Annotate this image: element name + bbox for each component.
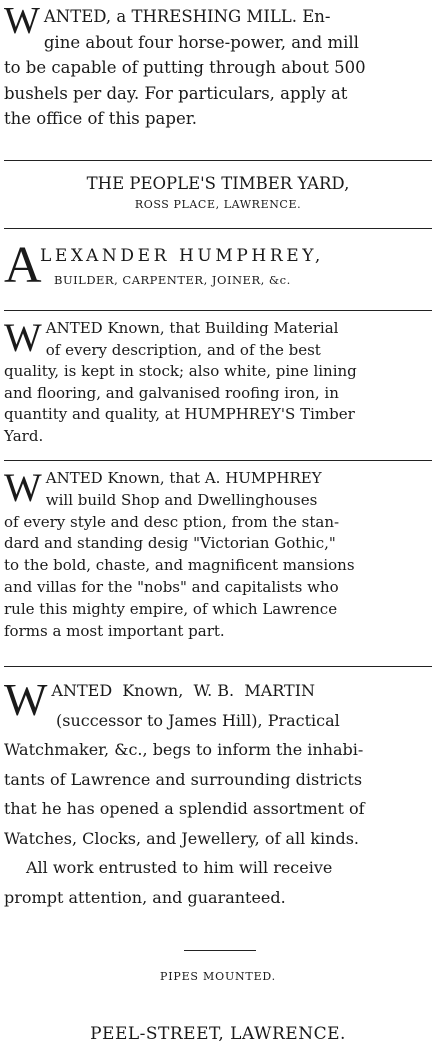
ad-line: the office of this paper. xyxy=(4,109,198,128)
short-divider xyxy=(184,950,256,951)
peel-street-address: PEEL-STREET, LAWRENCE. xyxy=(90,1024,346,1044)
timber-yard-title: THE PEOPLE'S TIMBER YARD, xyxy=(86,174,350,193)
ad-line: bushels per day. For particulars, apply at xyxy=(4,83,348,103)
divider xyxy=(4,310,432,311)
ad-line: quality, is kept in stock; also white, pine lining xyxy=(4,362,357,380)
timber-yard-heading xyxy=(4,172,432,214)
ad-line: gine about four horse-power, and mill xyxy=(43,32,359,52)
divider xyxy=(4,666,432,667)
drop-cap: W xyxy=(4,465,42,510)
ad-line: ANTED, a THRESHING MILL. En- xyxy=(43,7,331,26)
ad-line: dard and standing desig "Victorian Gothic," xyxy=(4,534,336,553)
ad-build-shops xyxy=(4,465,432,642)
humphrey-trades: BUILDER, CARPENTER, JOINER, &c. xyxy=(54,273,291,287)
ad-threshing-mill xyxy=(4,0,432,132)
divider xyxy=(4,228,432,229)
humphrey-header xyxy=(4,238,432,300)
pipes-mounted: PIPES MOUNTED. xyxy=(160,970,276,983)
ad-line: Yard. xyxy=(4,426,44,445)
ad-martin-watchmaker xyxy=(4,676,432,912)
ad-line: Watches, Clocks, and Jewellery, of all kinds. xyxy=(4,828,359,848)
ad-line: will build Shop and Dwellinghouses xyxy=(45,490,318,509)
ad-line: to the bold, chaste, and magnificent mansions xyxy=(4,556,355,575)
humphrey-name: LEXANDER HUMPHREY, xyxy=(40,246,324,266)
ad-line: quantity and quality, at HUMPHREY'S Timber xyxy=(4,405,355,423)
ad-line: of every description, and of the best xyxy=(45,340,321,359)
ad-line: prompt attention, and guaranteed. xyxy=(4,887,286,907)
divider xyxy=(4,160,432,161)
ad-line: All work entrusted to him will receive xyxy=(26,858,333,877)
drop-cap: W xyxy=(4,315,42,360)
ad-building-material xyxy=(4,315,432,447)
ad-line: and flooring, and galvanised roofing iron, in xyxy=(4,383,339,402)
drop-cap: A xyxy=(4,237,42,294)
ad-line: that he has opened a splendid assortment of xyxy=(4,799,365,818)
divider xyxy=(4,460,432,461)
ad-line: (successor to James Hill), Practical xyxy=(56,710,340,730)
timber-yard-address: ROSS PLACE, LAWRENCE. xyxy=(134,198,302,211)
ad-line: rule this mighty empire, of which Lawrence xyxy=(4,599,338,618)
drop-cap: W xyxy=(4,674,48,725)
ad-line: forms a most important part. xyxy=(4,621,225,640)
ad-line: Watchmaker, &c., begs to inform the inhabi- xyxy=(4,740,364,759)
ad-line: tants of Lawrence and surrounding districts xyxy=(4,769,363,789)
ad-line: ANTED Known, that Building Material xyxy=(45,319,339,337)
ad-line: ANTED Known, that A. HUMPHREY xyxy=(45,469,322,487)
ad-line: of every style and desc ption, from the stan- xyxy=(4,512,340,531)
ad-line: and villas for the "nobs" and capitalists who xyxy=(4,577,339,596)
ad-line: to be capable of putting through about 500 xyxy=(4,58,366,77)
drop-cap: W xyxy=(4,0,40,42)
ad-line: ANTED Known, W. B. MARTIN xyxy=(51,681,316,700)
